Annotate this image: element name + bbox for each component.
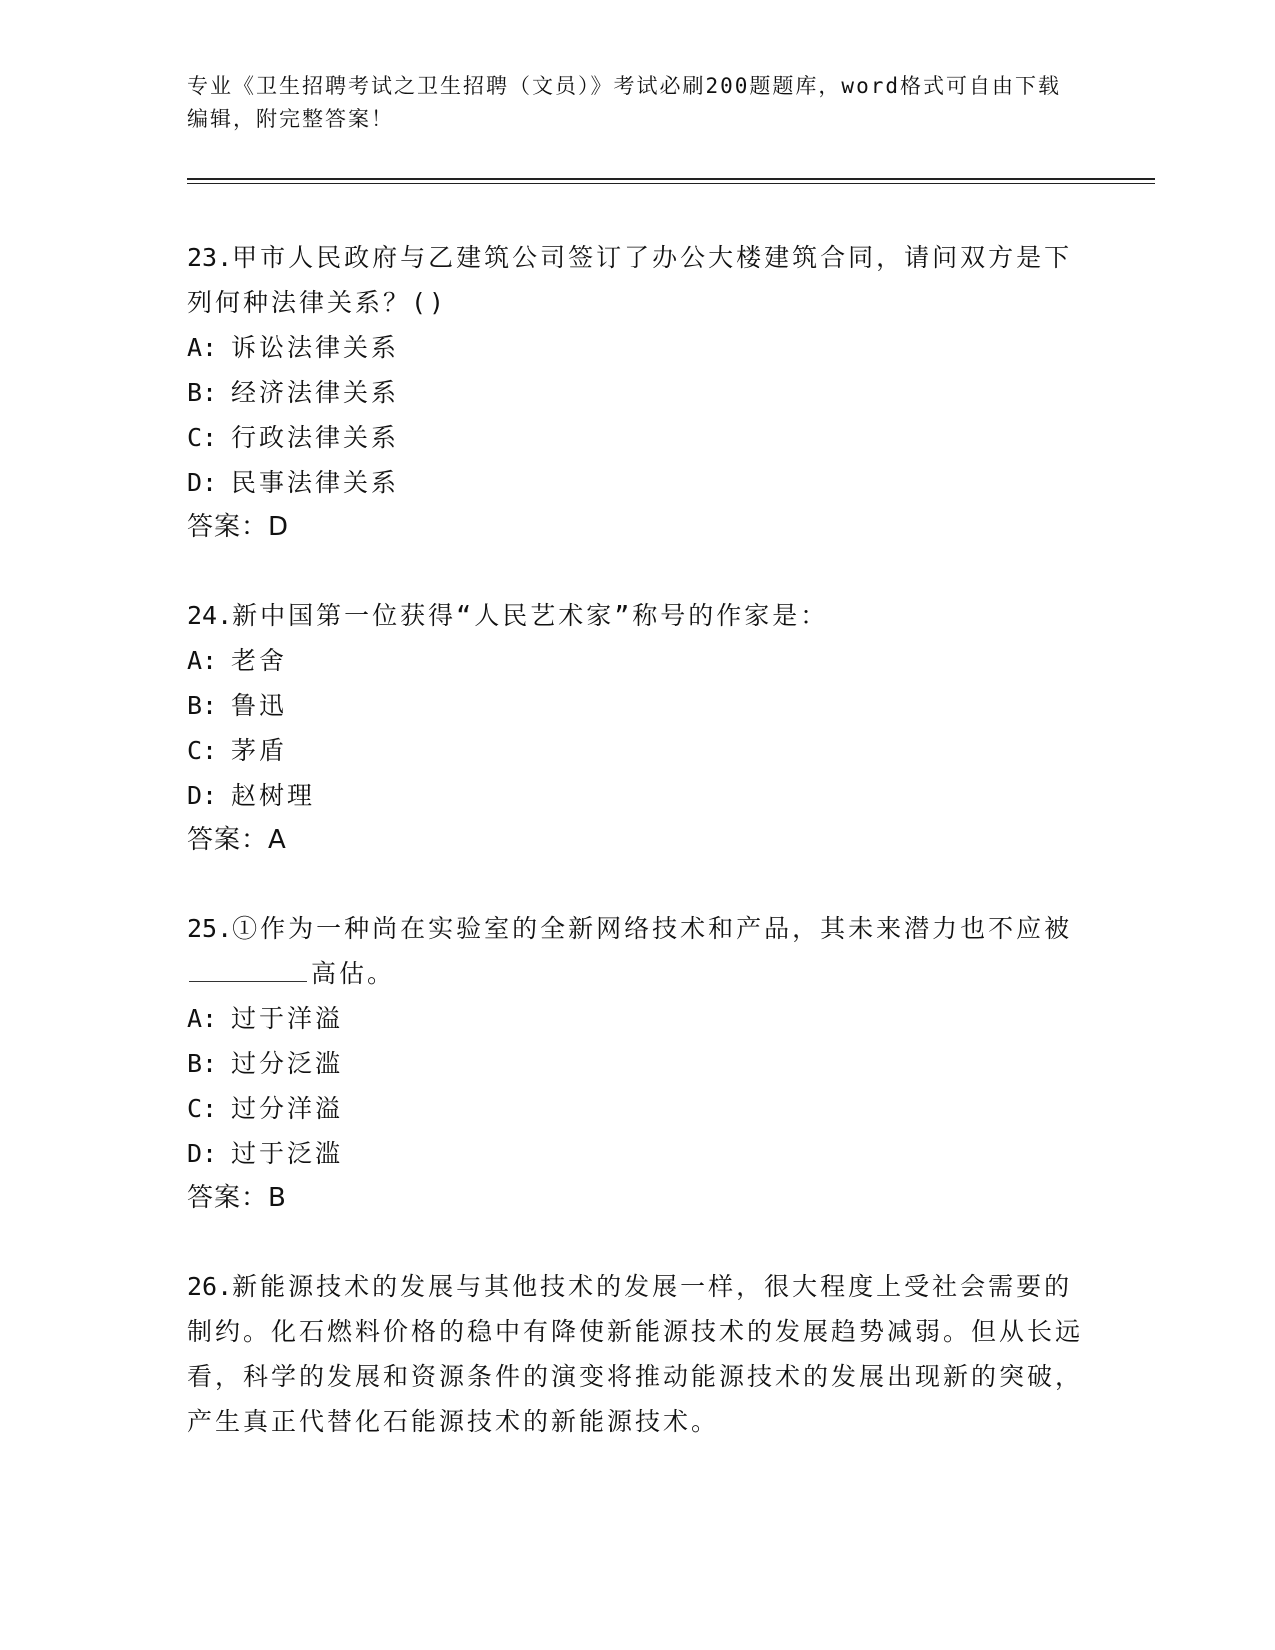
option-b: [187, 1041, 1087, 1086]
question-text: 新能源技术的发展与其他技术的发展一样，很大程度上受社会需要的制约。化石燃料价格的稳中有降使新能源技术的发展趋势减弱。但从长远看，科学的发展和资源条件的演变将推动能源技术的发展出现新的突破，产生真正代替化石能源技术的新能源技术。: [187, 1272, 1084, 1436]
option-text: 民事法律关系: [231, 468, 400, 497]
question-stem: [187, 1264, 1087, 1444]
option-letter: C:: [187, 423, 218, 452]
question-text-end: 高估。: [311, 959, 396, 988]
question-text: ①作为一种尚在实验室的全新网络技术和产品，其未来潜力也不应被: [232, 914, 1073, 943]
option-letter: B:: [187, 378, 218, 407]
option-text: 过于洋溢: [231, 1004, 344, 1033]
option-letter: A:: [187, 646, 218, 675]
question-number: 24.: [187, 601, 233, 630]
option-a: [187, 638, 1087, 683]
option-a: [187, 325, 1087, 370]
option-letter: B:: [187, 691, 218, 720]
answer-line: 答案：D: [187, 512, 290, 542]
answer-line: 答案：B: [187, 1183, 287, 1213]
option-d: [187, 773, 1087, 818]
question-25: [187, 906, 1087, 1221]
question-23: [187, 235, 1087, 550]
option-letter: A:: [187, 1004, 218, 1033]
question-stem: [187, 593, 1087, 638]
option-c: [187, 1086, 1087, 1131]
question-24: [187, 593, 1087, 863]
answer-line: 答案：A: [187, 825, 287, 855]
option-d: [187, 1131, 1087, 1176]
option-letter: B:: [187, 1049, 218, 1078]
question-stem: [187, 906, 1087, 996]
option-text: 老舍: [231, 646, 288, 675]
option-text: 赵树理: [231, 781, 316, 810]
fill-blank: [189, 955, 307, 982]
option-b: [187, 683, 1087, 728]
option-letter: D:: [187, 781, 218, 810]
option-text: 过于泛滥: [231, 1139, 344, 1168]
question-stem: [187, 235, 1087, 325]
header-divider: [187, 178, 1155, 180]
option-text: 诉讼法律关系: [231, 333, 400, 362]
header-divider-thin: [187, 183, 1155, 184]
option-c: [187, 415, 1087, 460]
option-letter: D:: [187, 1139, 218, 1168]
option-text: 鲁迅: [231, 691, 288, 720]
option-a: [187, 996, 1087, 1041]
option-letter: D:: [187, 468, 218, 497]
question-list: [187, 235, 1087, 1487]
option-text: 茅盾: [231, 736, 288, 765]
option-letter: C:: [187, 736, 218, 765]
question-text: 新中国第一位获得“人民艺术家”称号的作家是：: [232, 601, 829, 630]
question-text: 甲市人民政府与乙建筑公司签订了办公大楼建筑合同，请问双方是下列何种法律关系？(): [187, 243, 1073, 317]
document-header: [187, 70, 1067, 136]
question-number: 23.: [187, 243, 233, 272]
option-letter: C:: [187, 1094, 218, 1123]
option-b: [187, 370, 1087, 415]
header-text: 专业《卫生招聘考试之卫生招聘（文员）》考试必刷200题题库，word格式可自由下载编辑，附完整答案！: [187, 74, 1061, 131]
option-letter: A:: [187, 333, 218, 362]
question-number: 26.: [187, 1272, 233, 1301]
option-text: 过分泛滥: [231, 1049, 344, 1078]
option-d: [187, 460, 1087, 505]
question-26: [187, 1264, 1087, 1444]
option-c: [187, 728, 1087, 773]
option-text: 行政法律关系: [231, 423, 400, 452]
option-text: 经济法律关系: [231, 378, 400, 407]
option-text: 过分洋溢: [231, 1094, 344, 1123]
question-number: 25.: [187, 914, 233, 943]
